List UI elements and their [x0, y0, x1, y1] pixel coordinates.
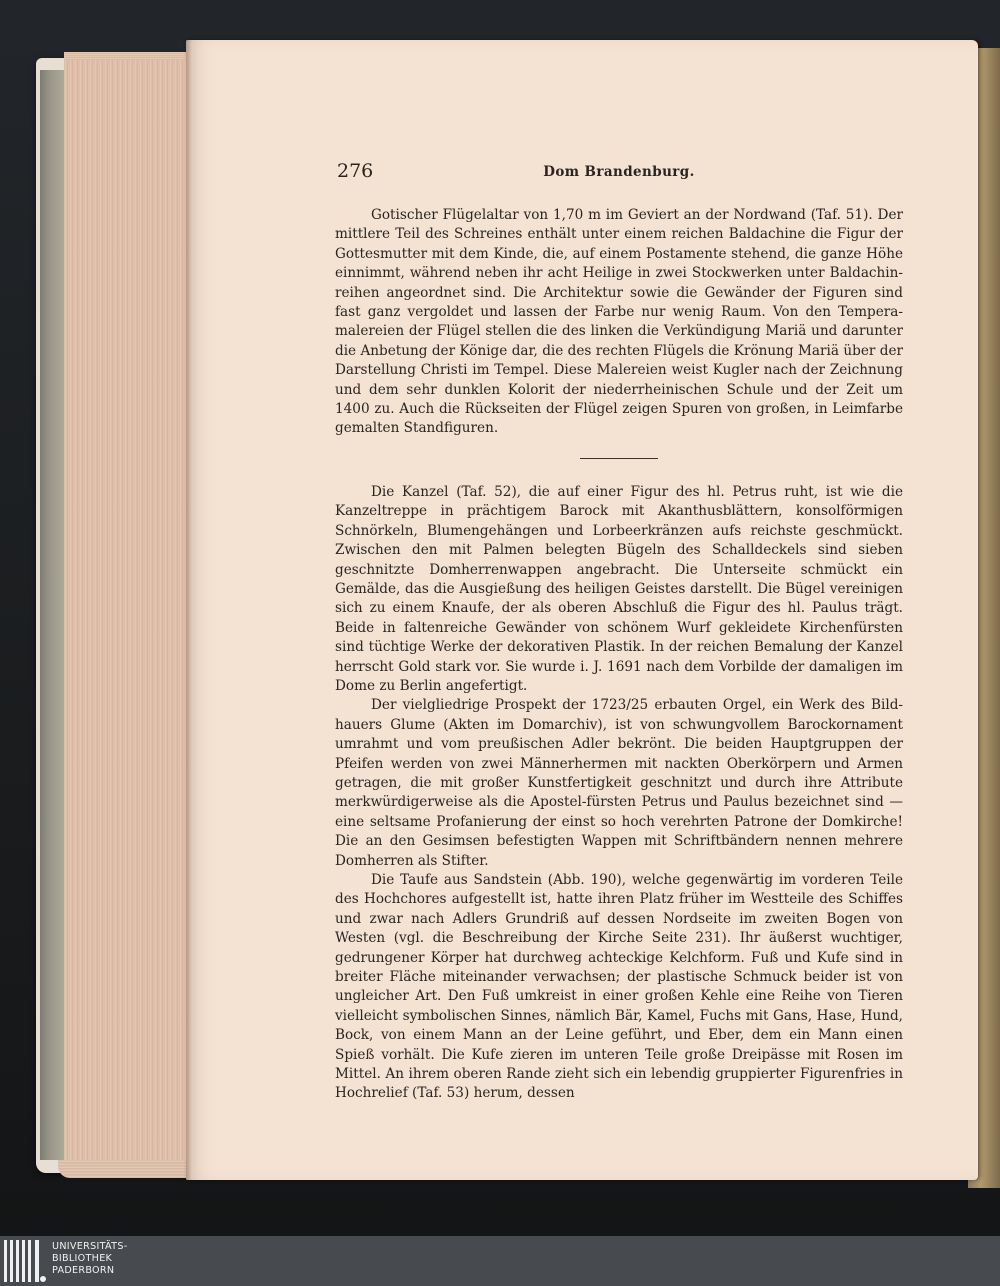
logo-line-1: UNIVERSITÄTS- — [52, 1241, 128, 1252]
paragraph-orgel: Der vielgliedrige Prospekt der 1723/25 erbauten Orgel, ein Werk des Bild-hauers Glume (Akten im Domarchiv), ist von schwungvollem Barockornament umrahmt und vom preußischen Adler bekrönt. Die beiden Hauptgruppen der Pfeifen werden von zwei Männerhermen mit nackten Oberkörpern und Armen getragen, die mit großer Kunstfertigkeit geschnitzt und durch ihre Attribute merkwürdigerweise als die Apostel-fürsten Petrus und Paulus bezeichnet sind — eine seltsame Profanierung der einst so hoch verehrten Patrone der Domkirche! Die an den Gesimsen befestigten Wappen mit Schriftbändern nennen mehrere Domherren als Stifter. — [335, 697, 903, 869]
library-logo-text — [52, 1241, 127, 1277]
library-logo-dot-icon — [40, 1276, 46, 1282]
page-gutter-shadow — [186, 40, 192, 1180]
page-stack-bottom — [58, 1160, 198, 1178]
paragraph-fluegelaltar: Gotischer Flügelaltar von 1,70 m im Geviert an der Nordwand (Taf. 51). Der mittlere Teil des Schreines enthält unter einem reichen Baldachine die Figur der Gottesmutter mit dem Kinde, die, auf einem Postamente stehend, die ganze Höhe einnimmt, während neben ihr acht Heilige in zwei Stockwerken unter Baldachin-reihen angeordnet sind. Die Architektur sowie die Gewänder der Figuren sind fast ganz vergoldet und lassen der Farbe nur wenig Raum. Von den Tempera-malereien der Flügel stellen die des linken die Verkündigung Mariä und darunter die Anbetung der Könige dar, die des rechten Flügels die Krönung Mariä über der Darstellung Christi im Tempel. Diese Malereien weist Kugler nach der Zeichnung und dem sehr dunklen Kolorit der niederrheinischen Schule und der Zeit um 1400 zu. Auch die Rückseiten der Flügel zeigen Spuren von großen, in Leimfarbe gemalten Standfiguren. — [335, 207, 903, 437]
logo-line-2: BIBLIOTHEK — [52, 1253, 113, 1264]
page-header — [335, 160, 903, 190]
page-stack — [64, 60, 190, 1170]
paragraph-taufe: Die Taufe aus Sandstein (Abb. 190), welche gegenwärtig im vorderen Teile des Hochchores aufgestellt ist, hatte ihren Platz früher im Westteile des Schiffes und zwar nach Adlers Grundriß auf dessen Nordseite im zweiten Bogen von Westen (vgl. die Beschreibung der Kirche Seite 231). Ihr äußerst wuchtiger, gedrungener Körper hat durchweg achteckige Kelchform. Fuß und Kufe sind in breiter Fläche miteinander verwachsen; der plastische Schmuck beider ist von ungleicher Art. Den Fuß umkreist in einer großen Kehle eine Reihe von Tieren vielleicht symbolischen Sinnes, nämlich Bär, Kamel, Fuchs mit Gans, Hase, Hund, Bock, von einem Mann an der Leine geführt, und Eber, dem ein Mann einen Spieß vorhält. Die Kufe zieren im unteren Teile große Dreipässe mit Rosen im Mittel. An ihrem oberen Rande zieht sich ein lebendig gruppierter Figurenfries in Hochrelief (Taf. 53) herum, dessen — [335, 872, 903, 1102]
paragraph-kanzel: Die Kanzel (Taf. 52), die auf einer Figur des hl. Petrus ruht, ist wie die Kanzeltreppe in prächtigem Barock mit Akanthusblättern, konsolförmigen Schnörkeln, Blumengehängen und Lorbeerkränzen aufs reichste geschmückt. Zwischen den mit Palmen belegten Bügeln des Schalldeckels sind sieben geschnitzte Domherrenwappen angebracht. Die Unterseite schmückt ein Gemälde, das die Ausgießung des heiligen Geistes darstellt. Die Bügel vereinigen sich zu einem Knaufe, der als oberen Abschluß die Figur des hl. Paulus trägt. Beide in faltenreiche Gewänder von schönem Wurf gekleidete Kirchenfürsten sind tüchtige Werke der dekorativen Plastik. In der reichen Bemalung der Kanzel herrscht Gold stark vor. Sie wurde i. J. 1691 nach dem Vorbilde der damaligen im Dome zu Berlin angefertigt. — [335, 483, 903, 694]
running-title: Dom Brandenburg. — [543, 164, 695, 180]
book-spine-edge — [40, 70, 66, 1160]
page-text — [335, 160, 903, 1104]
page-number: 276 — [337, 160, 374, 182]
logo-line-3: PADERBORN — [52, 1265, 115, 1276]
library-footer — [0, 1236, 1000, 1286]
section-divider — [580, 458, 658, 459]
